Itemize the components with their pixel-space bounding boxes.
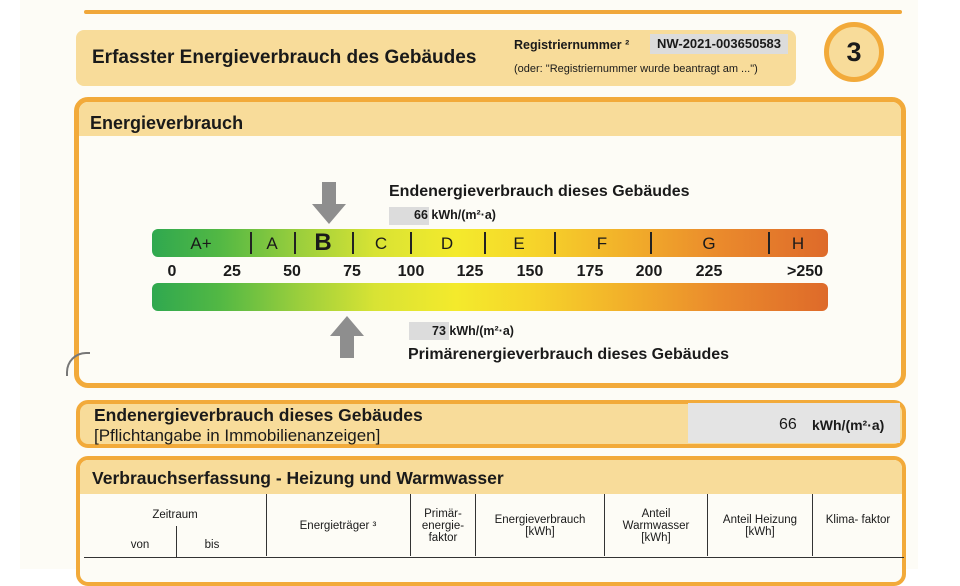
column-header-from: von <box>130 539 150 551</box>
column-header-primary-factor: Primär- energie- faktor <box>421 508 465 544</box>
energy-class-a: A <box>266 234 278 253</box>
energy-class-divider <box>410 232 412 254</box>
mandatory-value: 66 <box>779 416 797 433</box>
scale-tick-label: 50 <box>283 263 301 280</box>
scale-tick-label: 125 <box>456 263 484 280</box>
energy-class-aplus: A+ <box>190 234 212 253</box>
registration-number: NW-2021-003650583 <box>650 34 788 54</box>
final-energy-number: 66 <box>414 208 428 222</box>
column-header-heating-share: Anteil Heizung [kWh] <box>722 514 798 538</box>
scale-tick-label: 150 <box>516 263 544 280</box>
column-divider <box>410 494 411 556</box>
table-header-rule <box>84 557 904 558</box>
energy-class-divider <box>554 232 556 254</box>
column-divider <box>266 494 267 556</box>
energy-class-divider <box>484 232 486 254</box>
energy-class-divider <box>352 232 354 254</box>
column-header-energy-carrier: Energieträger ³ <box>299 520 377 532</box>
column-divider <box>707 494 708 556</box>
column-divider <box>604 494 605 556</box>
scale-tick-label: 25 <box>223 263 241 280</box>
energy-class-divider <box>768 232 770 254</box>
energy-class-divider <box>294 232 296 254</box>
mandatory-subtitle: [Pflichtangabe in Immobilienanzeigen] <box>94 426 381 445</box>
energy-class-h: H <box>791 234 805 253</box>
page-number-badge: 3 <box>824 22 884 82</box>
final-energy-value <box>414 208 496 222</box>
column-header-period: Zeitraum <box>152 509 198 521</box>
top-divider <box>84 10 902 14</box>
page-title: Erfasster Energieverbrauch des Gebäudes <box>92 47 477 68</box>
column-header-hot-water-share: Anteil Warmwasser [kWh] <box>622 508 690 544</box>
mandatory-title: Endenergieverbrauch dieses Gebäudes <box>94 405 423 425</box>
registration-label: Registriernummer ² <box>514 38 630 52</box>
energy-class-divider <box>250 232 252 254</box>
column-divider <box>475 494 476 556</box>
scale-tick-label: 100 <box>397 263 425 280</box>
column-header-energy-consumption: Energieverbrauch [kWh] <box>494 514 586 538</box>
scale-tick-label: 175 <box>576 263 604 280</box>
scale-tick-label: >250 <box>786 263 824 280</box>
scale-tick-label: 75 <box>343 263 361 280</box>
primary-energy-value <box>432 324 514 338</box>
final-energy-arrow-shaft <box>322 182 336 204</box>
energy-class-c: C <box>374 234 388 253</box>
primary-energy-arrow-shaft <box>340 336 354 358</box>
energy-class-divider <box>650 232 652 254</box>
primary-energy-unit: kWh/(m²·a) <box>449 324 514 338</box>
registration-note: (oder: "Registriernummer wurde beantragt am ...") <box>514 63 758 75</box>
final-energy-arrow-down-icon <box>312 204 346 224</box>
column-header-to: bis <box>204 539 220 551</box>
primary-energy-number: 73 <box>432 324 446 338</box>
primary-energy-label: Primärenergieverbrauch dieses Gebäudes <box>408 346 730 363</box>
energy-scale-lower-band <box>152 283 828 311</box>
consumption-table-title: Verbrauchserfassung - Heizung und Warmwasser <box>92 468 504 488</box>
energy-class-e: E <box>513 234 525 253</box>
column-divider <box>812 494 813 556</box>
final-energy-label: Endenergieverbrauch dieses Gebäudes <box>389 183 690 200</box>
energy-class-d: D <box>440 234 454 253</box>
scale-tick-label: 200 <box>635 263 663 280</box>
scan-margin <box>918 0 960 569</box>
primary-energy-arrow-up-icon <box>330 316 364 336</box>
scale-tick-label: 225 <box>695 263 723 280</box>
final-energy-unit: kWh/(m²·a) <box>431 208 496 222</box>
mandatory-unit: kWh/(m²·a) <box>812 417 885 433</box>
energy-panel-title: Energieverbrauch <box>90 113 244 133</box>
energy-class-g: G <box>702 234 716 253</box>
period-subdivider <box>176 526 177 557</box>
energy-class-f: F <box>596 234 608 253</box>
energy-class-b: B <box>314 229 332 256</box>
scale-tick-label: 0 <box>167 263 177 280</box>
column-header-climate-factor: Klima- faktor <box>825 514 891 526</box>
